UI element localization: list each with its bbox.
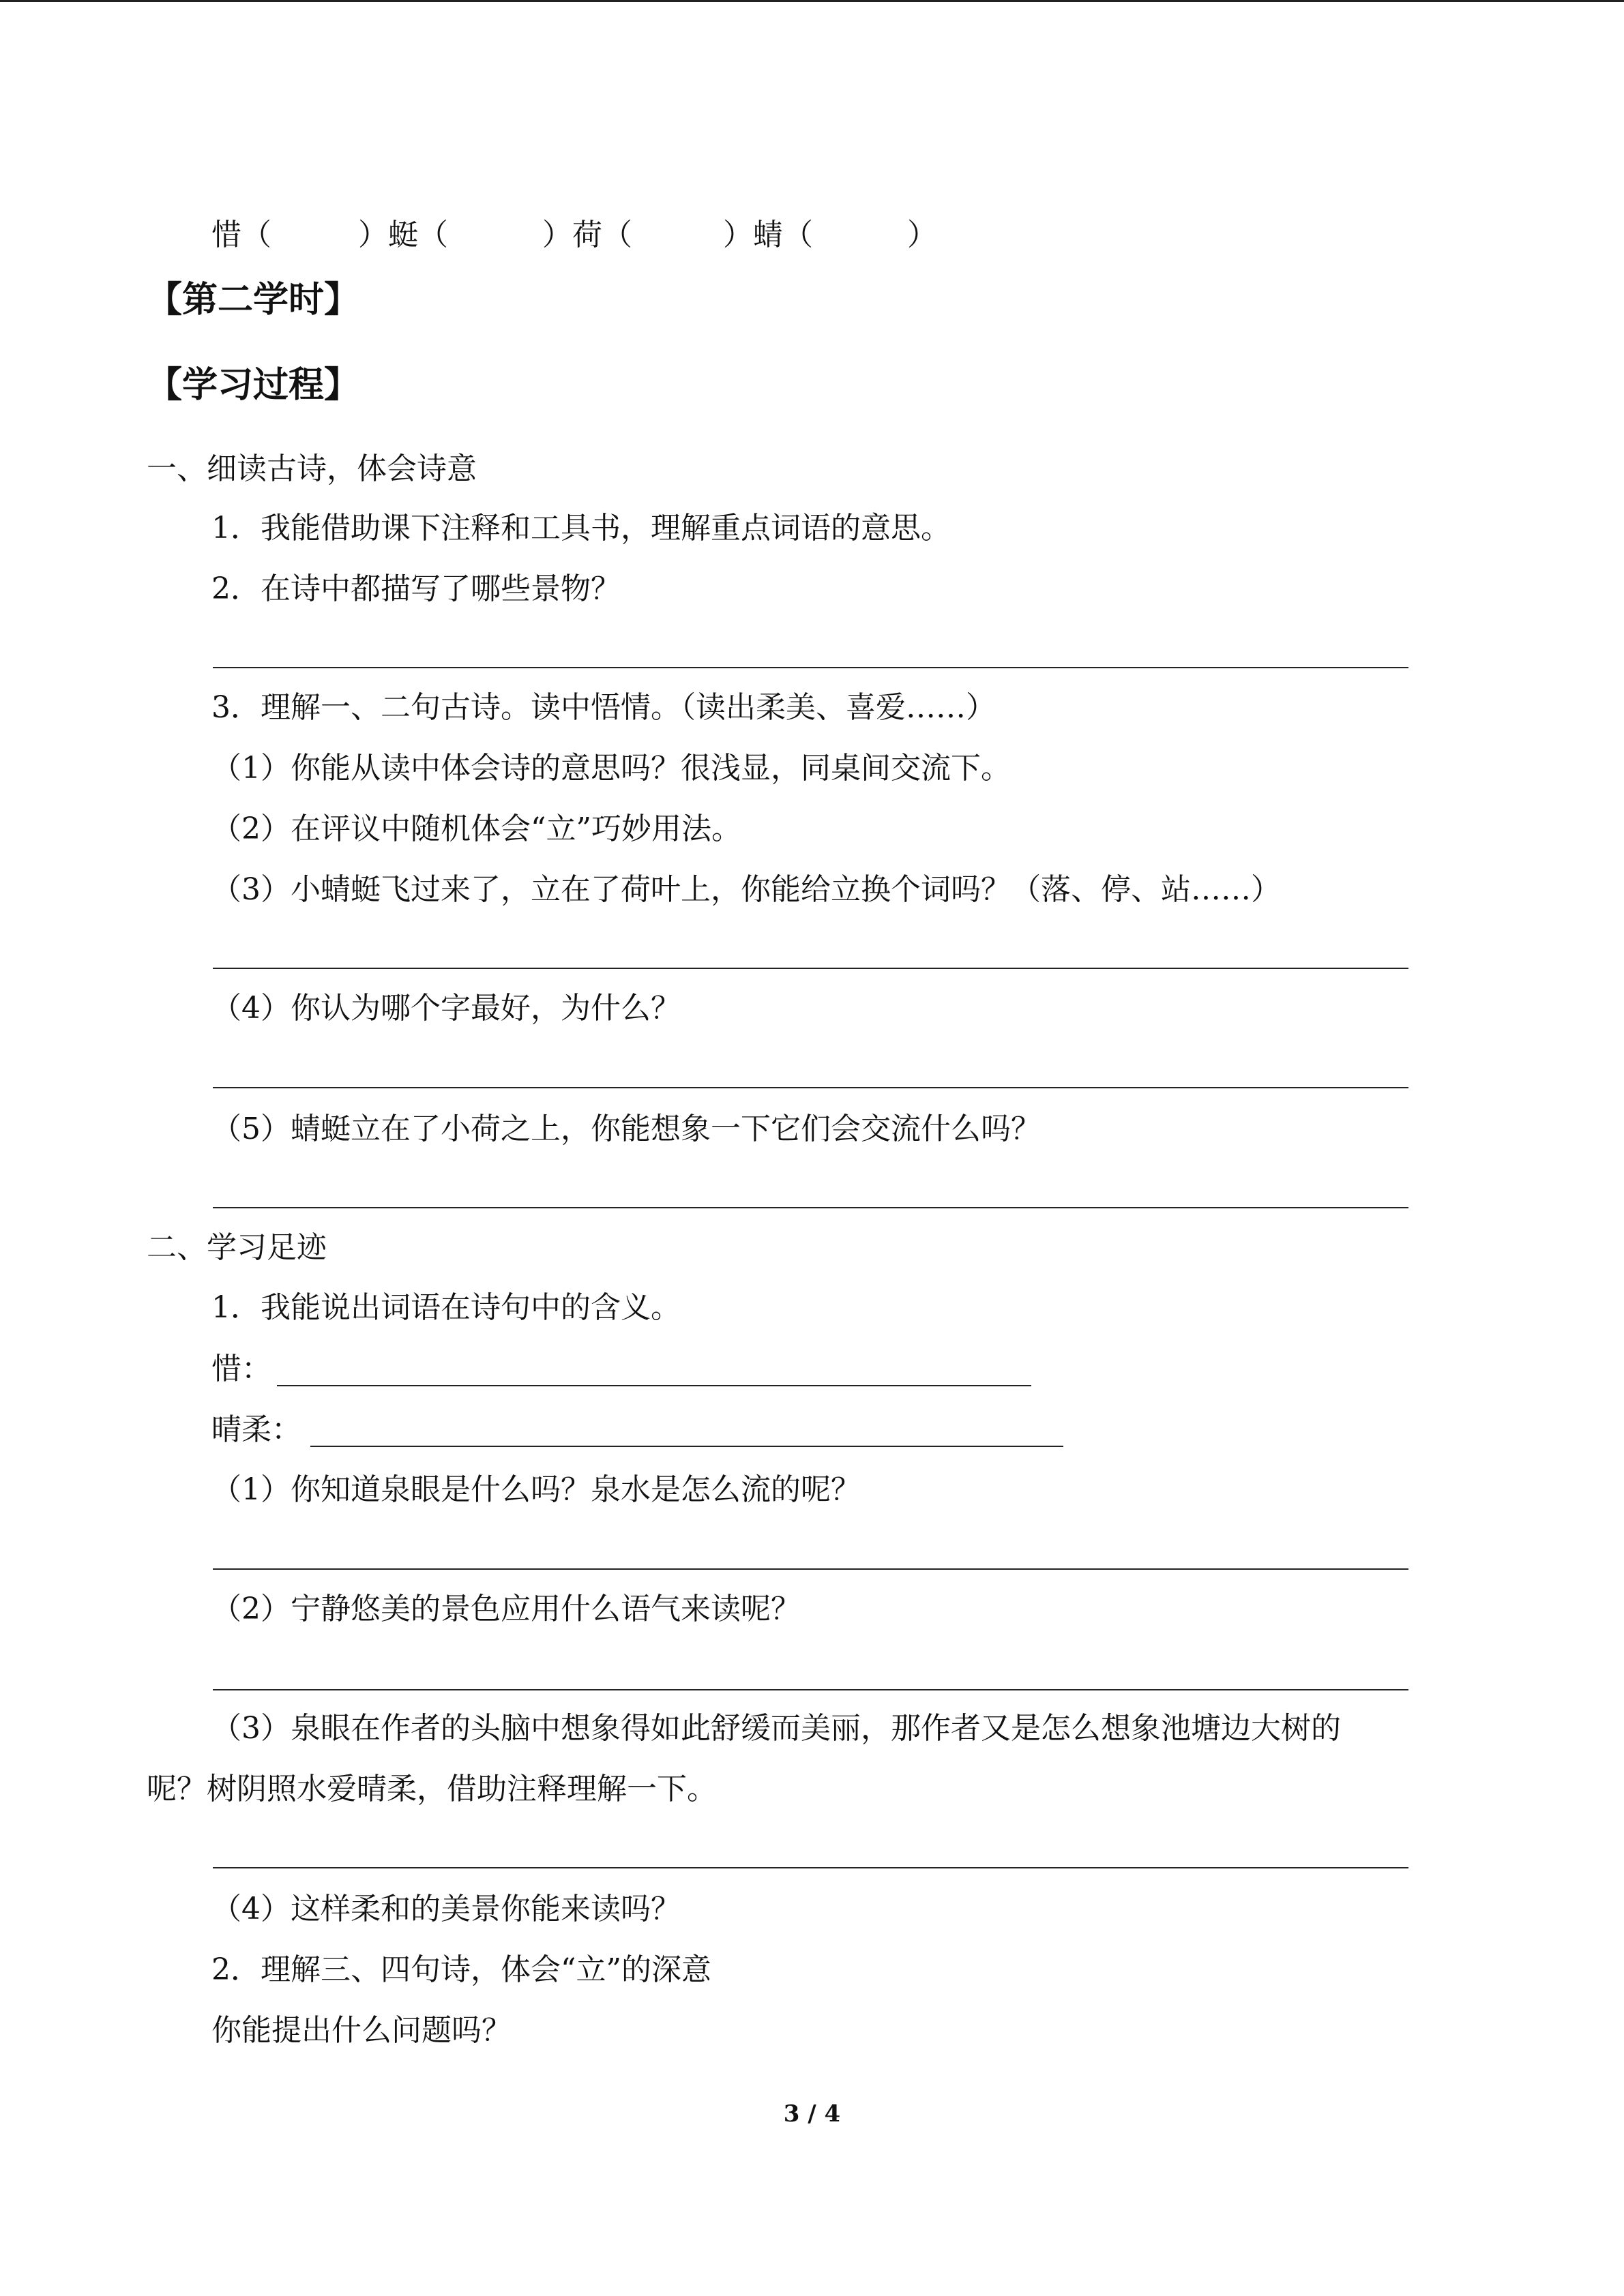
part2-sub-3-line-2: 呢？树阴照水爱晴柔，借助注释理解一下。 — [147, 1772, 717, 1806]
heading-process: 【学习过程】 — [147, 364, 360, 406]
page-number: 3 / 4 — [783, 2100, 841, 2128]
part2-sub-4: （4）这样柔和的美景你能来读吗？ — [211, 1892, 681, 1926]
answer-line — [213, 968, 1408, 969]
answer-line — [213, 1689, 1408, 1690]
answer-line — [213, 1867, 1408, 1868]
answer-line — [213, 1087, 1408, 1088]
part2-question-2: 2．理解三、四句诗，体会“立”的深意 — [211, 1952, 711, 1987]
part1-sub-2: （2）在评议中随机体会“立”巧妙用法。 — [211, 811, 741, 846]
char-blank-2: ）蜓（ — [358, 218, 448, 252]
part2-sub-3-line-1: （3）泉眼在作者的头脑中想象得如此舒缓而美丽，那作者又是怎么想象池塘边大树的 — [211, 1711, 1341, 1746]
word-answer-line — [277, 1385, 1031, 1386]
word-label-xi: 惜： — [211, 1352, 271, 1386]
part1-title: 一、细读古诗，体会诗意 — [147, 451, 477, 486]
part2-sub-1: （1）你知道泉眼是什么吗？泉水是怎么流的呢？ — [211, 1472, 861, 1507]
part2-question-1: 1．我能说出词语在诗句中的含义。 — [211, 1290, 681, 1325]
char-blank-3: ）荷（ — [542, 218, 632, 252]
part2-sub-2: （2）宁静悠美的景色应用什么语气来读呢？ — [211, 1592, 801, 1626]
part1-sub-3: （3）小蜻蜓飞过来了，立在了荷叶上，你能给立换个词吗？（落、停、站……） — [211, 872, 1281, 907]
word-answer-line — [310, 1446, 1063, 1447]
part2-title: 二、学习足迹 — [147, 1230, 327, 1265]
part1-sub-5: （5）蜻蜓立在了小荷之上，你能想象一下它们会交流什么吗？ — [211, 1112, 1041, 1146]
word-label-qingrou: 晴柔： — [211, 1412, 301, 1447]
part1-question-2: 2．在诗中都描写了哪些景物？ — [211, 571, 621, 606]
char-blank-5: ） — [907, 218, 937, 252]
char-blank-1: 惜（ — [211, 218, 271, 252]
part1-question-3: 3．理解一、二句古诗。读中悟情。（读出柔美、喜爱……） — [211, 690, 996, 725]
heading-second-lesson: 【第二学时】 — [147, 279, 360, 320]
answer-line — [213, 1207, 1408, 1208]
part2-question-3: 你能提出什么问题吗？ — [211, 2013, 512, 2048]
part1-sub-4: （4）你认为哪个字最好，为什么？ — [211, 991, 681, 1026]
part1-sub-1: （1）你能从读中体会诗的意思吗？很浅显，同桌间交流下。 — [211, 751, 1011, 786]
char-blank-4: ）蜻（ — [723, 218, 813, 252]
top-border — [0, 0, 1624, 2]
answer-line — [213, 667, 1408, 668]
answer-line — [213, 1568, 1408, 1570]
part1-question-1: 1．我能借助课下注释和工具书，理解重点词语的意思。 — [211, 511, 951, 546]
